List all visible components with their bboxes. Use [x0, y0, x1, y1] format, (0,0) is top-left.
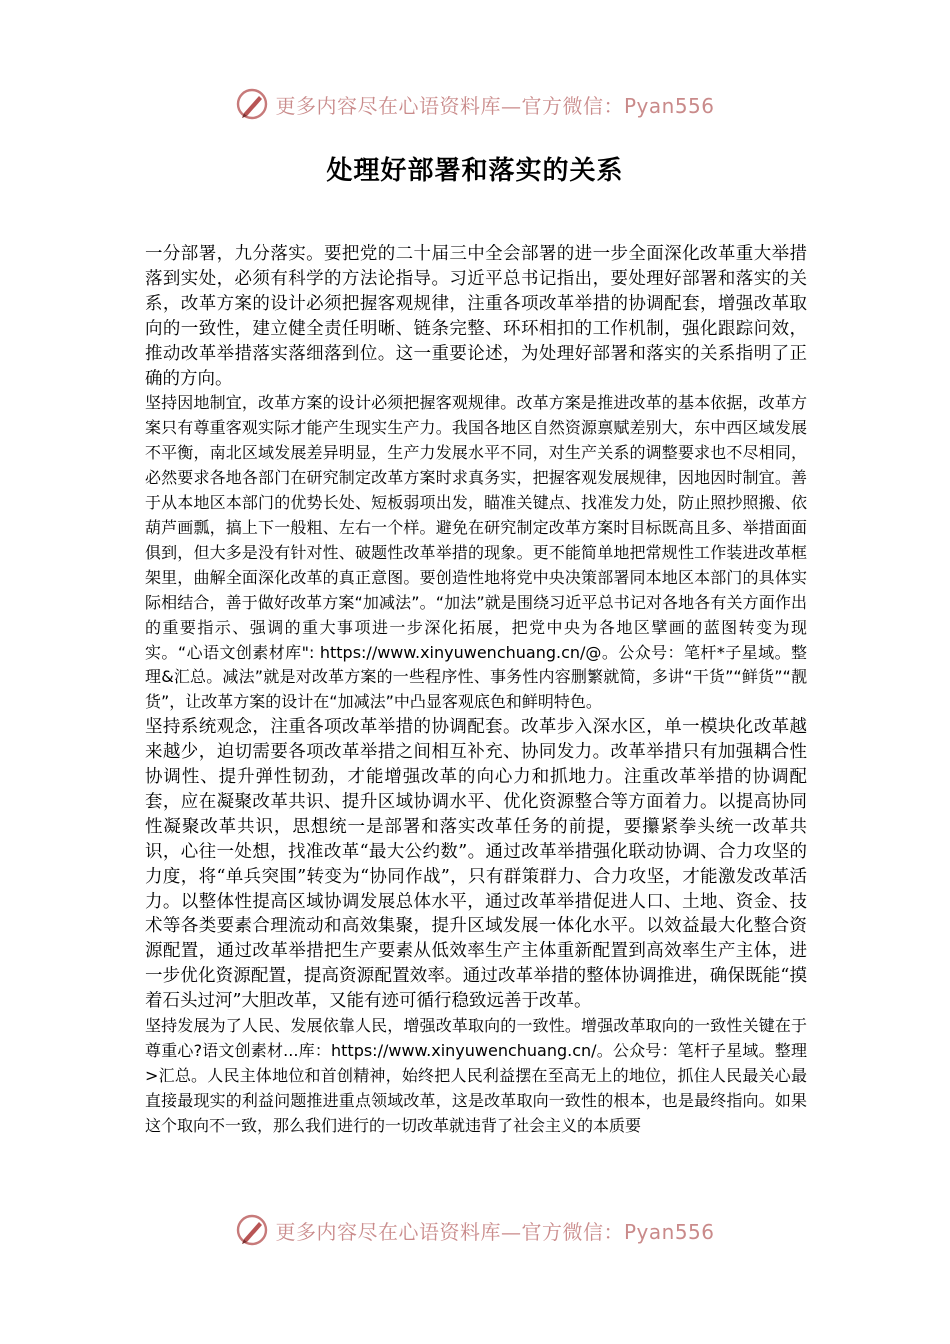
pen-logo-icon: [235, 1213, 269, 1247]
wechat-id: Pyan556: [623, 1219, 715, 1244]
document-body: [145, 242, 807, 1192]
document-title: 处理好部署和落实的关系: [326, 156, 624, 186]
header-watermark-text: 更多内容尽在心语资料库—官方微信：Pyan556: [275, 93, 715, 118]
paragraph-system-view: 坚持系统观念，注重各项改革举措的协调配套。改革步入深水区，单一模块化改革越来越少，迫切需要各项改革举措之间相互补充、协同发力。改革举措只有加强耦合性协调性、提升弹性韧劲，才能增强改革的向心力和抓地力。注重改革举措的协调配套，应在凝聚改革共识、提升区域协调水平、优化资源整合等方面着力。以提高协同性凝聚改革共识，思想统一是部署和落实改革任务的前提，要攥紧拳头统一改革共识，心往一处想，找准改革“最大公约数”。通过改革举措强化联动协调、合力攻坚的力度，将“单兵突围”转变为“协同作战”，只有群策群力、合力攻坚，才能激发改革活力。以整体性提高区域协调发展总体水平，通过改革举措促进人口、土地、资金、技术等各类要素合理流动和高效集聚，提升区域发展一体化水平。以效益最大化整合资源配置，通过改革举措把生产要素从低效率生产主体重新配置到高效率生产主体，进一步优化资源配置，提高资源配置效率。通过改革举措的整体协调推进，确保既能“摸着石头过河”大胆改革，又能有迹可循行稳致远善于改革。: [145, 717, 807, 1012]
header-watermark-banner: [0, 84, 950, 124]
paragraph-adapt-local: 坚持因地制宜，改革方案的设计必须把握客观规律。改革方案是推进改革的基本依据，改革方案只有尊重客观实际才能产生现实生产力。我国各地区自然资源禀赋差别大，东中西区域发展不平衡，南北区域发展差异明显，生产力发展水平不同，对生产关系的调整要求也不尽相同，必然要求各地各部门在研究制定改革方案时求真务实，把握客观发展规律，因地因时制宜。善于从本地区本部门的优势长处、短板弱项出发，瞄准关键点、找准发力处，防止照抄照搬、依葫芦画瓢，搞上下一般粗、左右一个样。避免在研究制定改革方案时目标既高且多、举措面面俱到，但大多是没有针对性、破题性改革举措的现象。更不能简单地把常规性工作装进改革框架里，曲解全面深化改革的真正意图。要创造性地将党中央决策部署同本地区本部门的具体实际相结合，善于做好改革方案“加减法”。“加法”就是围绕习近平总书记对各地各有关方面作出的重要指示、强调的重大事项进一步深化拓展，把党中央为各地区擘画的蓝图转变为现实。“心语文创素材库": https://www.xinyuwenchuang.cn/@。公众号：笔杆*子星域。整理&汇总。减法”就是对改革方案的一些程序性、事务性内容删繁就简，多讲“干货”“鲜货”“靓货”，让改革方案的设计在“加减法”中凸显客观底色和鲜明特色。: [145, 393, 807, 712]
pen-logo-icon: [235, 87, 269, 121]
paragraph-people-centered: 坚持发展为了人民、发展依靠人民，增强改革取向的一致性。增强改革取向的一致性关键在于尊重心?语文创素材...库：https://www.xinyuwenchuang.cn/。公众号：笔杆子星域。整理>汇总。人民主体地位和首创精神，始终把人民利益摆在至高无上的地位，抓住人民最关心最直接最现实的利益问题推进重点领域改革，这是改革取向一致性的根本，也是最终指向。如果这个取向不一致，那么我们进行的一切改革就违背了社会主义的本质要: [145, 1016, 807, 1135]
footer-watermark-text: 更多内容尽在心语资料库—官方微信：Pyan556: [275, 1219, 715, 1244]
footer-watermark-banner: [0, 1210, 950, 1250]
wechat-id: Pyan556: [623, 93, 715, 118]
paragraph-intro: 一分部署，九分落实。要把党的二十届三中全会部署的进一步全面深化改革重大举措落到实处，必须有科学的方法论指导。习近平总书记指出，要处理好部署和落实的关系，改革方案的设计必须把握客观规律，注重各项改革举措的协调配套，增强改革取向的一致性，建立健全责任明晰、链条完整、环环相扣的工作机制，强化跟踪问效，推动改革举措落实落细落到位。这一重要论述，为处理好部署和落实的关系指明了正确的方向。: [145, 244, 807, 389]
